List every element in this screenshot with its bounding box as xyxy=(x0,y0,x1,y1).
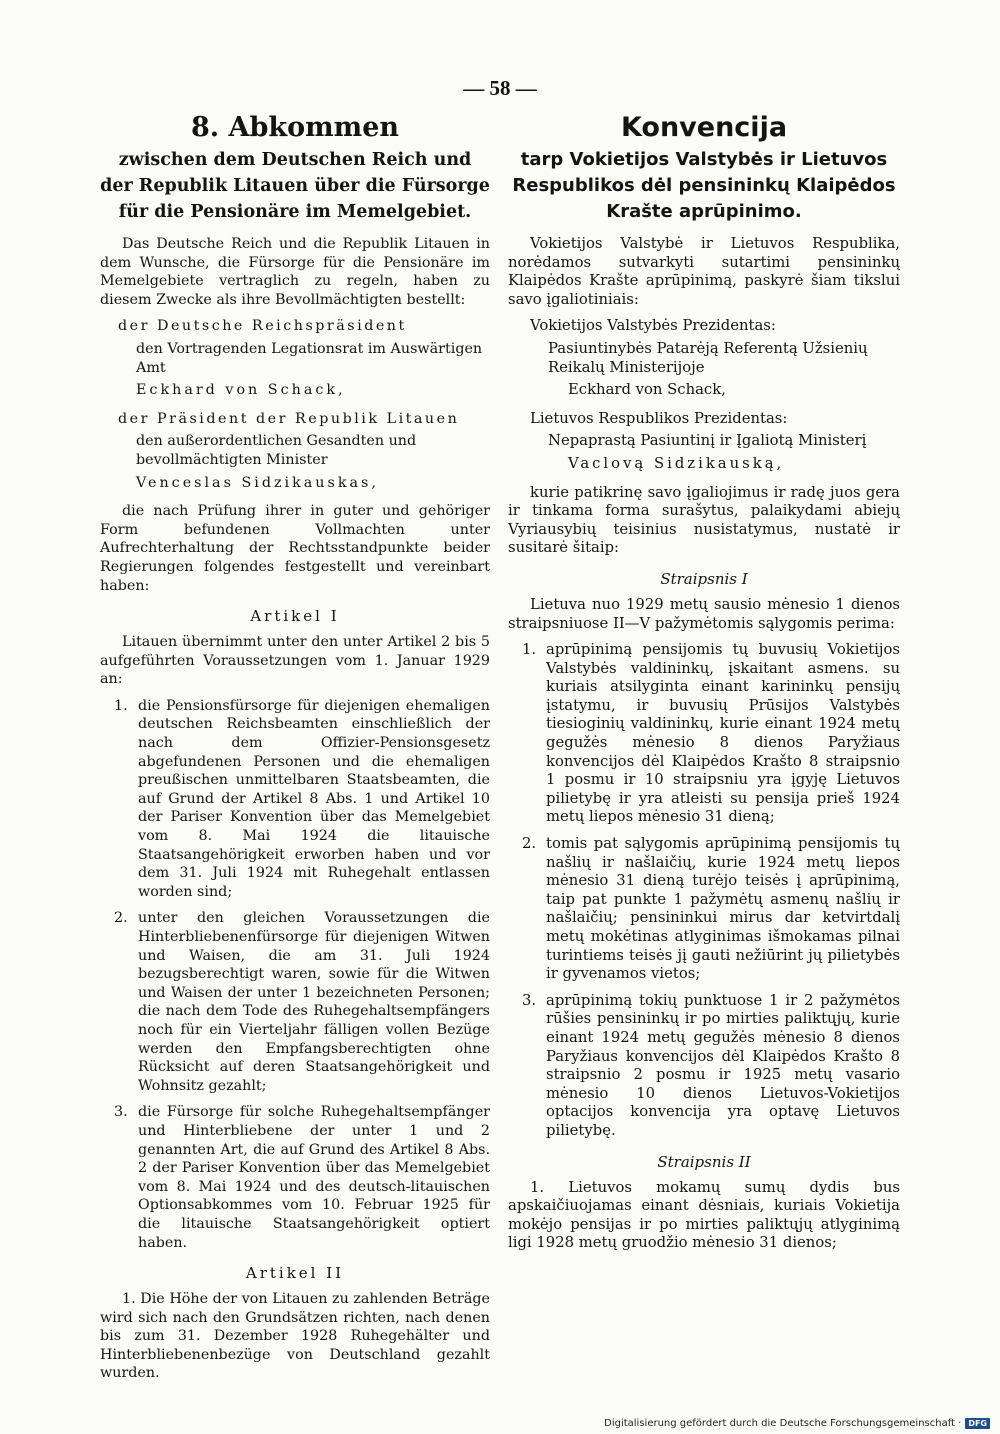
item-number: 2. xyxy=(114,910,128,927)
lithuanian-article1-item xyxy=(522,992,900,1141)
footer-text: Digitalisierung gefördert durch die Deutsche Forschungsgemeinschaft · xyxy=(604,1418,962,1429)
german-subtitle: zwischen dem Deutschen Reich und der Republik Litauen über die Fürsorge für die Pensionäre im Memelgebiet. xyxy=(100,150,490,222)
german-title: 8. Abkommen xyxy=(190,112,400,143)
dfg-logo: DFG xyxy=(965,1418,990,1429)
lithuanian-article1-item xyxy=(522,641,900,827)
lithuanian-article1-item xyxy=(522,835,900,984)
lithuanian-party1-head: Vokietijos Valstybės Prezidentas: xyxy=(530,317,776,335)
lithuanian-party1-role: Pasiuntinybės Patarėją Referentą Užsienių Reikalų Ministerijoje xyxy=(548,339,868,376)
lithuanian-intro: Vokietijos Valstybė ir Lietuvos Respublika, norėdamos sutvarkyti sutartimi pensininkų Klaipėdos Krašte aprūpinimą, paskyrė šiam tikslui savo įgaliotiniais: xyxy=(508,235,900,308)
lithuanian-column xyxy=(508,112,900,1261)
page-number: — 58 — xyxy=(463,76,537,100)
german-article2-text: 1. Die Höhe der von Litauen zu zahlenden Beträge wird sich nach den Grundsätzen richten, nach denen bis zum 31. Dezember 1928 Ruhegehälter und Hinterbliebenenbezüge von Deutschland gezahlt wurden. xyxy=(100,1291,490,1382)
lithuanian-party2-head: Lietuvos Respublikos Prezidentas: xyxy=(530,409,788,427)
german-intro: Das Deutsche Reich und die Republik Litauen in dem Wunsche, die Fürsorge für die Pensionäre im Memelgebiete vertraglich zu regeln, haben zu diesem Zwecke als ihre Bevollmächtigten bestellt: xyxy=(100,236,490,308)
german-party2-role: den außerordentlichen Gesandten und bevollmächtigten Minister xyxy=(136,433,417,468)
german-article1-intro: Litauen übernimmt unter den unter Artikel 2 bis 5 aufgeführten Voraussetzungen vom 1. Januar 1929 an: xyxy=(100,634,490,688)
german-article1-item xyxy=(114,909,490,1095)
german-article1-item xyxy=(114,1103,490,1252)
item-number: 1. xyxy=(522,641,537,659)
german-article1-item xyxy=(114,697,490,902)
item-text: die Fürsorge für solche Ruhegehaltsempfänger und Hinterbliebene der unter 1 und 2 genannten Art, die auf Grund des Artikel 8 Abs. 2 der Pariser Konvention über das Memelgebiet vom 8. Mai 1924 und des deutsch-litauischen Optionsabkommes vom 10. Februar 1925 für die litauische Staatsangehörigkeit optiert haben. xyxy=(138,1104,490,1251)
item-text: die Pensionsfürsorge für diejenigen ehemaligen deutschen Reichsbeamten einschließlich der nach dem Offizier-Pensionsgesetz abgefundenen Personen und die ehemaligen preußischen unmittelbaren Staatsbeamten, die auf Grund der Artikel 8 Abs. 1 und Artikel 10 der Pariser Konvention über das Memelgebiet vom 8. Mai 1924 die litauische Staatsangehörigkeit erworben haben und vor dem 31. Juli 1924 mit Ruhegehalt entlassen worden sind; xyxy=(138,697,490,900)
item-number: 1. xyxy=(114,697,128,714)
german-party1-name: Eckhard von Schack, xyxy=(136,382,346,399)
german-party1-head: der Deutsche Reichspräsident xyxy=(118,318,407,335)
item-text: unter den gleichen Voraussetzungen die Hinterbliebenenfürsorge für diejenigen Witwen und Waisen, die am 31. Juli 1924 bezugsberechtigt waren, sowie für die Witwen und Waisen der unter 1 bezeichneten Personen; die nach dem Tode des Ruhegehaltsempfängers noch für ein Vierteljahr fälligen vollen Bezüge werden den Empfangsberechtigten ohne Rücksicht auf deren Staatsangehörigkeit und Wohnsitz gezahlt; xyxy=(138,910,490,1094)
german-article2-heading: Artikel II xyxy=(245,1264,345,1283)
lithuanian-article1-intro: Lietuva nuo 1929 metų sausio mėnesio 1 dienos straipsniuose II—V pažymėtomis sąlygomis perima: xyxy=(508,595,900,632)
lithuanian-party2-role: Nepaprastą Pasiuntinį ir Įgaliotą Ministerį xyxy=(548,432,867,450)
lithuanian-article1-heading: Straipsnis I xyxy=(660,569,748,588)
item-text: aprūpinimą tokių punktuose 1 ir 2 pažymėtos rūšies pensininkų ir po mirties paliktųjų, kurie einant 1924 metų gegužės mėnesio 8 dienos Paryžiaus konvencijos dėl Klaipėdos Krašto 8 straipsnio 2 posmu ir 1925 metų vasario mėnesio 10 dienos Lietuvos-Vokietijos optacijos konvencija yra optavę Lietuvos pilietybę. xyxy=(546,991,900,1139)
lithuanian-title: Konvencija xyxy=(620,112,788,143)
german-party2-head: der Präsident der Republik Litauen xyxy=(118,410,460,427)
lithuanian-party1-name: Eckhard von Schack, xyxy=(568,381,726,399)
german-article1-heading: Artikel I xyxy=(250,607,340,626)
lithuanian-agreement: kurie patikrinę savo įgaliojimus ir radę juos gera ir tinkama forma surašytus, palaikydami abiejų Vyriausybių teisinius nusistatymus, nustatė ir susitarė šitaip: xyxy=(508,483,900,557)
item-text: aprūpinimą pensijomis tų buvusių Vokietijos Valstybės valdininkų, įskaitant asmens. su kuriais atsilyginta einant karininkų pensijų įstatymu, ir buvusių Prūsijos Valstybės tiesioginių valdininkų, kurie einant 1924 metų gegužės mėnesio 8 dienos Paryžiaus konvencijos dėl Klaipėdos Krašto 8 straipsnio 1 posmu ir 10 straipsniu yra įgyję Lietuvos pilietybę ir yra atleisti su pensija prieš 1924 metų liepos mėnesio 31 dieną; xyxy=(546,641,900,826)
lithuanian-article2-text: 1. Lietuvos mokamų sumų dydis bus apskaičiuojamas einant dėsniais, kuriais Vokietija mokėjo pensijas ir po mirties paliktųjų atlyginimą ligi 1928 metų gruodžio mėnesio 31 dienos; xyxy=(508,1178,900,1252)
german-agreement: die nach Prüfung ihrer in guter und gehöriger Form befundenen Vollmachten unter Aufrechterhaltung der Rechtsstandpunkte beider Regierungen folgendes festgestellt und vereinbart haben: xyxy=(100,503,490,594)
lithuanian-article2-heading: Straipsnis II xyxy=(657,1152,751,1171)
item-number: 3. xyxy=(114,1104,128,1121)
german-party1-role: den Vortragenden Legationsrat im Auswärtigen Amt xyxy=(136,340,483,376)
item-number: 2. xyxy=(522,835,537,853)
german-column xyxy=(100,112,490,1391)
footer xyxy=(604,1418,990,1429)
item-number: 3. xyxy=(522,991,537,1009)
lithuanian-subtitle: tarp Vokietijos Valstybės ir Lietuvos Respublikos dėl pensininkų Klaipėdos Krašte aprūpinimo. xyxy=(512,149,896,222)
item-text: tomis pat sąlygomis aprūpinimą pensijomis tų našlių ir našlaičių, kurie 1924 metų liepos mėnesio 31 dieną turėjo teisės į aprūpinimą, taip pat punkte 1 pažymėtų asmenų našlių ir našlaičių; pensininkui mirus dar ketvirtdalį metų mokėtinas atlyginimas išmokamas pilnai turintiems teisės jį gauti nežiūrint jų pilietybės ir gyvenamos vietos; xyxy=(546,835,900,983)
lithuanian-party2-name: Vaclovą Sidzikauską, xyxy=(568,454,785,472)
german-party2-name: Venceslas Sidzikauskas, xyxy=(136,474,379,491)
